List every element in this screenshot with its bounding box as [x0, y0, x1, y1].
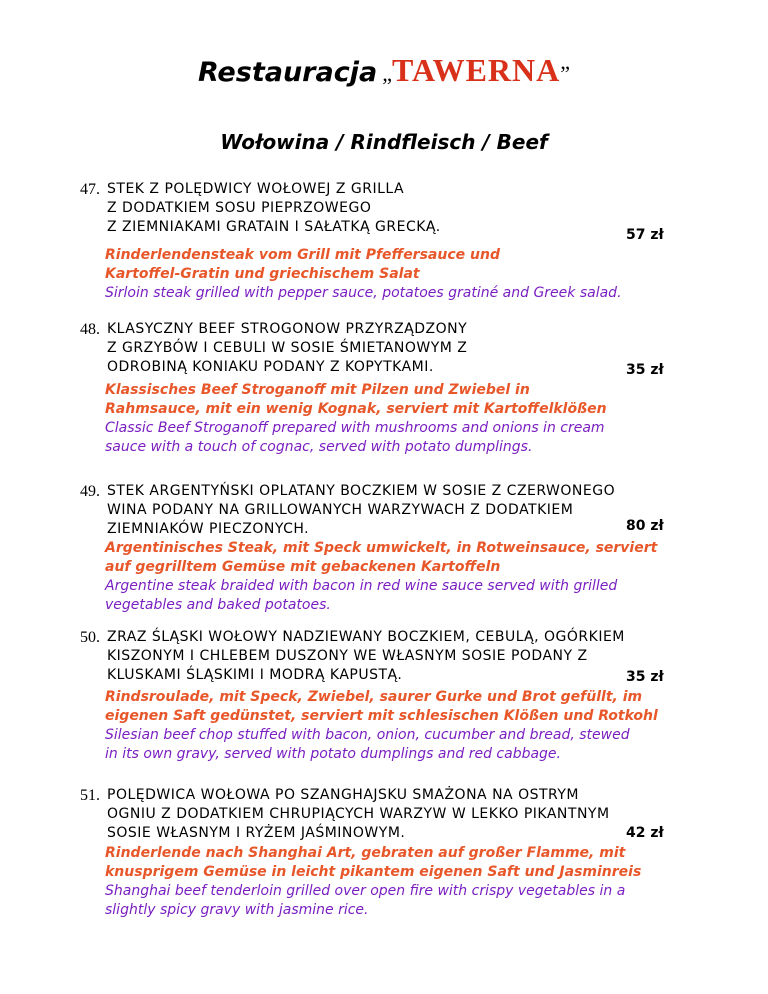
item-desc-en: Sirloin steak grilled with pepper sauce, potatoes gratiné and Greek salad.	[105, 285, 622, 301]
item-name-pl: Z DODATKIEM SOSU PIEPRZOWEGO	[107, 200, 372, 216]
item-name-pl: SOSIE WŁASNYM I RYŻEM JAŚMINOWYM.	[107, 825, 406, 841]
item-desc-en: slightly spicy gravy with jasmine rice.	[105, 902, 369, 918]
title-quote-close: ”	[560, 61, 571, 86]
item-price: 80 zł	[626, 518, 664, 534]
item-name-pl: KLUSKAMI ŚLĄSKIMI I MODRĄ KAPUSTĄ.	[107, 667, 403, 683]
item-name-pl: STEK ARGENTYŃSKI OPLATANY BOCZKIEM W SOSIE Z CZERWONEGO	[107, 483, 616, 499]
item-name-pl: OGNIU Z DODATKIEM CHRUPIĄCYCH WARZYW W LEKKO PIKANTNYM	[107, 806, 610, 822]
item-name-pl: ODROBINĄ KONIAKU PODANY Z KOPYTKAMI.	[107, 359, 434, 375]
item-number: 47.	[80, 181, 100, 198]
item-desc-de: Rinderlendensteak vom Grill mit Pfeffersauce und	[105, 247, 500, 263]
item-name-pl: POLĘDWICA WOŁOWA PO SZANGHAJSKU SMAŻONA NA OSTRYM	[107, 787, 580, 803]
item-name-pl: WINA PODANY NA GRILLOWANYCH WARZYWACH Z DODATKIEM	[107, 502, 574, 518]
item-desc-de: Argentinisches Steak, mit Speck umwickelt, in Rotweinsauce, serviert	[105, 540, 658, 556]
item-desc-de: knusprigem Gemüse in leicht pikantem eigenen Saft und Jasminreis	[105, 864, 642, 880]
item-name-pl: KLASYCZNY BEEF STROGONOW PRZYRZĄDZONY	[107, 321, 468, 337]
item-desc-en: in its own gravy, served with potato dumplings and red cabbage.	[105, 746, 561, 762]
item-number: 51.	[80, 787, 100, 804]
item-desc-de: eigenen Saft gedünstet, serviert mit schlesischen Klößen und Rotkohl	[105, 708, 658, 724]
item-desc-de: Klassisches Beef Stroganoff mit Pilzen und Zwiebel in	[105, 382, 530, 398]
item-price: 57 zł	[626, 227, 664, 243]
item-name-pl: Z ZIEMNIAKAMI GRATAIN I SAŁATKĄ GRECKĄ.	[107, 219, 441, 235]
item-desc-en: Classic Beef Stroganoff prepared with mushrooms and onions in cream	[105, 420, 605, 436]
item-number: 49.	[80, 483, 100, 500]
item-desc-de: Rahmsauce, mit ein wenig Kognak, serviert mit Kartoffelklößen	[105, 401, 607, 417]
item-desc-de: auf gegrilltem Gemüse mit gebackenen Kartoffeln	[105, 559, 501, 575]
section-title: Wołowina / Rindfleisch / Beef	[220, 130, 548, 154]
item-desc-de: Rinderlende nach Shanghai Art, gebraten auf großer Flamme, mit	[105, 845, 626, 861]
item-desc-en: vegetables and baked potatoes.	[105, 597, 331, 613]
item-desc-en: sauce with a touch of cognac, served with potato dumplings.	[105, 439, 533, 455]
item-name-pl: KISZONYM I CHLEBEM DUSZONY WE WŁASNYM SOSIE PODANY Z	[107, 648, 588, 664]
title-script: Restauracja	[197, 57, 378, 88]
item-name-pl: STEK Z POLĘDWICY WOŁOWEJ Z GRILLA	[107, 181, 405, 197]
item-desc-en: Shanghai beef tenderloin grilled over open fire with crispy vegetables in a	[105, 883, 626, 899]
item-desc-de: Rindsroulade, mit Speck, Zwiebel, saurer Gurke und Brot gefüllt, im	[105, 689, 643, 705]
item-price: 35 zł	[626, 669, 664, 685]
item-desc-en: Argentine steak braided with bacon in red wine sauce served with grilled	[105, 578, 618, 594]
item-name-pl: ZRAZ ŚLĄSKI WOŁOWY NADZIEWANY BOCZKIEM, CEBULĄ, OGÓRKIEM	[107, 629, 625, 645]
restaurant-name: TAWERNA	[392, 52, 561, 88]
item-name-pl: ZIEMNIAKÓW PIECZONYCH.	[107, 521, 310, 537]
restaurant-title	[0, 52, 768, 89]
title-quote-open: „	[382, 61, 393, 86]
item-name-pl: Z GRZYBÓW I CEBULI W SOSIE ŚMIETANOWYM Z	[107, 340, 468, 356]
item-price: 42 zł	[626, 825, 664, 841]
item-price: 35 zł	[626, 362, 664, 378]
item-number: 48.	[80, 321, 100, 338]
item-desc-de: Kartoffel-Gratin und griechischem Salat	[105, 266, 420, 282]
item-desc-en: Silesian beef chop stuffed with bacon, onion, cucumber and bread, stewed	[105, 727, 630, 743]
item-number: 50.	[80, 629, 100, 646]
